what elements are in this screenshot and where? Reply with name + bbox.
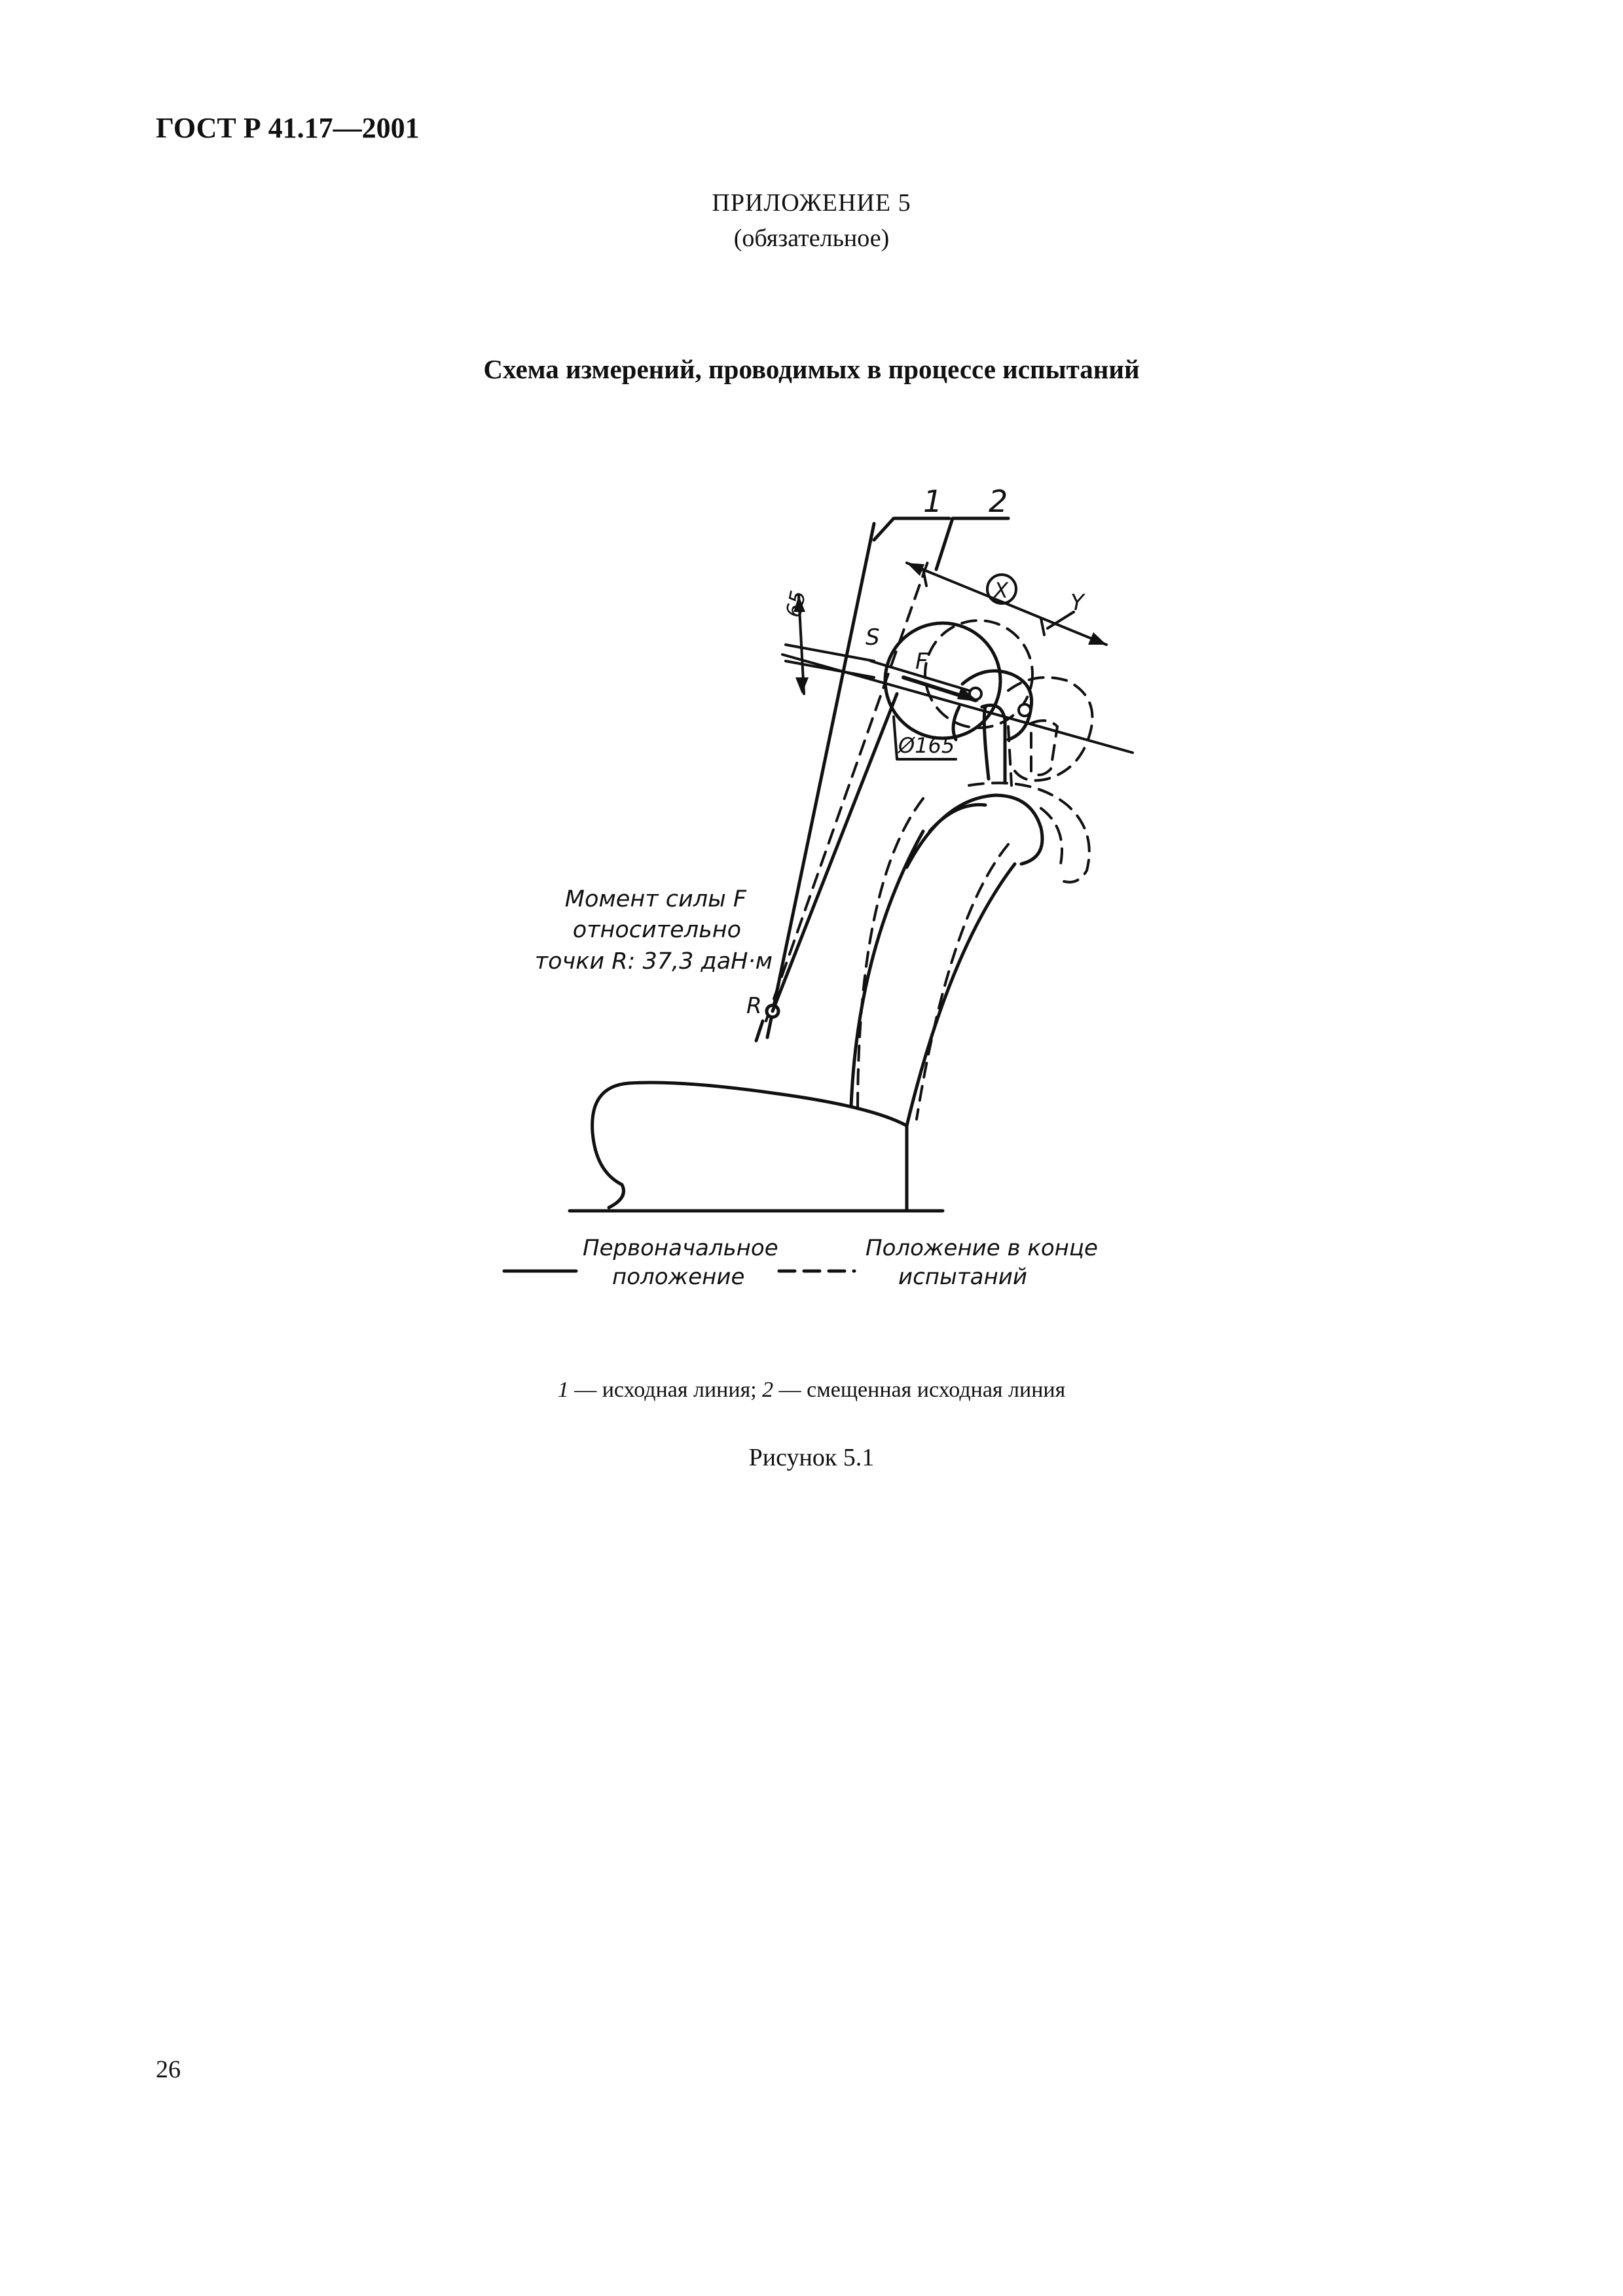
- document-code: ГОСТ Р 41.17—2001: [156, 112, 420, 144]
- legend-text-1: — исходная линия;: [568, 1378, 763, 1402]
- legend-text-2: — смещенная исходная линия: [773, 1378, 1066, 1402]
- figure-caption: Рисунок 5.1: [748, 1444, 875, 1471]
- moment-line-2: относительно: [572, 917, 741, 943]
- point-s-label: S: [866, 624, 880, 651]
- moment-line-1: Момент силы F: [564, 886, 746, 912]
- x-label: X: [994, 578, 1008, 603]
- legend-number-1: 1: [557, 1378, 569, 1402]
- final-position-label-1: Положение в конце: [866, 1235, 1098, 1261]
- callout-2: 2: [989, 484, 1008, 519]
- moment-line-3: точки R: 37,3 даН·м: [534, 948, 773, 975]
- force-f-label: F: [915, 649, 928, 675]
- legend-number-2: 2: [762, 1378, 774, 1402]
- initial-position-label-2: положение: [612, 1264, 745, 1290]
- section-title: Схема измерений, проводимых в процессе испытаний: [483, 354, 1140, 384]
- diameter-label: Ø165: [898, 733, 955, 758]
- final-position-label-2: испытаний: [898, 1264, 1027, 1290]
- appendix-title: ПРИЛОЖЕНИЕ 5: [712, 189, 911, 217]
- point-r-label: R: [746, 993, 762, 1019]
- callout-1: 1: [923, 484, 943, 519]
- dimension-65: 65: [780, 588, 811, 620]
- y-label: Y: [1070, 590, 1084, 616]
- figure-legend: [0, 1378, 1623, 1403]
- initial-position-label-1: Первоначальное: [583, 1235, 778, 1261]
- appendix-type: (обязательное): [733, 224, 890, 252]
- page-number: 26: [156, 2056, 181, 2083]
